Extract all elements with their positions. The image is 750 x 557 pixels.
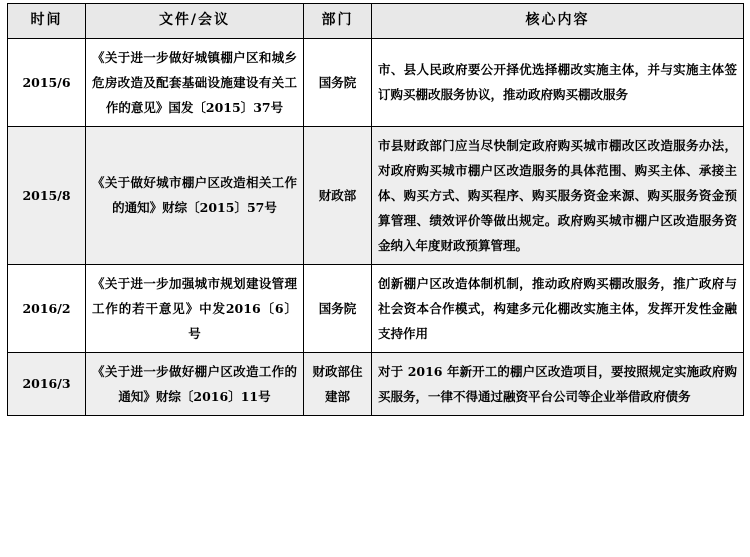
- cell-core-content: 市、县人民政府要公开择优选择棚改实施主体，并与实施主体签订购买棚改服务协议，推动政府购买棚改服务: [372, 38, 744, 126]
- document-body: [0, 3, 750, 416]
- cell-department: 财政部住建部: [304, 352, 372, 415]
- cell-department: 国务院: [304, 38, 372, 126]
- table-body: [8, 38, 744, 415]
- table-header: [8, 4, 744, 39]
- cell-department: 财政部: [304, 126, 372, 264]
- policy-table: [7, 3, 744, 416]
- cell-core-content: 创新棚户区改造体制机制，推动政府购买棚改服务，推广政府与社会资本合作模式，构建多元化棚改实施主体，发挥开发性金融支持作用: [372, 264, 744, 352]
- table-header-row: [8, 4, 744, 39]
- column-header-department: 部门: [304, 4, 372, 39]
- table-row: [8, 352, 744, 415]
- table-row: [8, 264, 744, 352]
- cell-time: 2015/6: [8, 38, 86, 126]
- cell-core-content: 市县财政部门应当尽快制定政府购买城市棚改区改造服务办法，对政府购买城市棚户区改造服务的具体范围、购买主体、承接主体、购买方式、购买程序、购买服务资金来源、购买服务资金预算管理、绩效评价等做出规定。政府购买城市棚户区改造服务资金纳入年度财政预算管理。: [372, 126, 744, 264]
- cell-time: 2015/8: [8, 126, 86, 264]
- cell-document: 《关于进一步做好城镇棚户区和城乡危房改造及配套基础设施建设有关工作的意见》国发〔2015〕37号: [86, 38, 304, 126]
- cell-time: 2016/2: [8, 264, 86, 352]
- column-header-core-content: 核心内容: [372, 4, 744, 39]
- cell-document: 《关于进一步做好棚户区改造工作的通知》财综〔2016〕11号: [86, 352, 304, 415]
- table-row: [8, 38, 744, 126]
- column-header-time: 时间: [8, 4, 86, 39]
- table-row: [8, 126, 744, 264]
- cell-document: 《关于做好城市棚户区改造相关工作的通知》财综〔2015〕57号: [86, 126, 304, 264]
- column-header-document: 文件/会议: [86, 4, 304, 39]
- cell-time: 2016/3: [8, 352, 86, 415]
- cell-core-content: 对于 2016 年新开工的棚户区改造项目，要按照规定实施政府购买服务，一律不得通过融资平台公司等企业举借政府债务: [372, 352, 744, 415]
- cell-department: 国务院: [304, 264, 372, 352]
- cell-document: 《关于进一步加强城市规划建设管理工作的若干意见》中发2016〔6〕号: [86, 264, 304, 352]
